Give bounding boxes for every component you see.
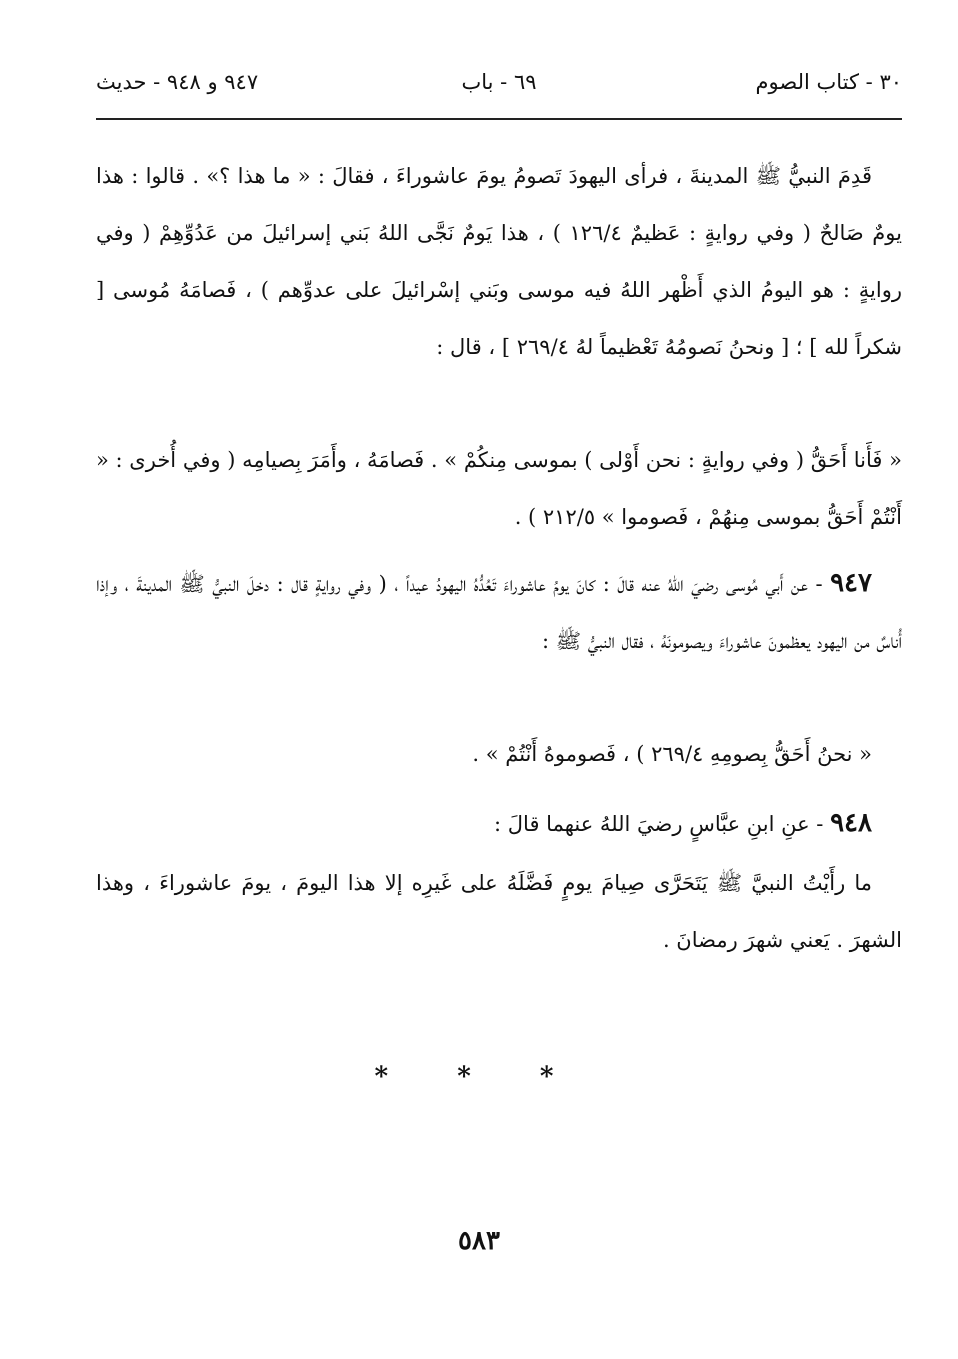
hadith-948-heading bbox=[96, 795, 902, 853]
section-separator: * * * bbox=[374, 1062, 584, 1092]
running-header bbox=[96, 64, 902, 104]
quote-paragraph bbox=[96, 432, 902, 546]
hadith-947-text bbox=[96, 555, 902, 670]
hadith-947 bbox=[96, 555, 902, 670]
hadith-948-intro: - عنِ ابنِ عبَّاسٍ رضيَ اللهُ عنهما قالَ : bbox=[494, 812, 824, 836]
header-section: ٦٩ - باب bbox=[461, 70, 537, 94]
hadith-947-quote bbox=[96, 726, 902, 783]
header-hadith-range: ٩٤٧ و ٩٤٨ - حديث bbox=[96, 70, 259, 94]
header-chapter: ٣٠ - كتاب الصوم bbox=[755, 70, 902, 94]
hadith-948 bbox=[96, 795, 902, 853]
hadith-947-number: ٩٤٧ bbox=[830, 568, 872, 598]
page-number: ٥٨٣ bbox=[458, 1226, 500, 1256]
hadith-947-quote-text: « نحنُ أَحَقُّ بِصومِهِ ٢٦٩/٤ ) ، فَصوموهُ أَنْتُمْ » . bbox=[472, 742, 872, 766]
hadith-948-number: ٩٤٨ bbox=[830, 808, 872, 838]
hadith-948-body: ما رأَيْتُ النبيَّ ﷺ يَتَحَرَّى صِيامَ يومٍ فَضَّلَهُ على غَيرِه إلا هذا اليومَ ، يومَ عاشوراءَ ، وهذا الشهرَ . يَعني شهرَ رمضانَ . bbox=[96, 871, 902, 952]
hadith-948-body-block bbox=[96, 855, 902, 969]
intro-text: قَدِمَ النبيُّ ﷺ المدينةَ ، فرأى اليهودَ تَصومُ يومَ عاشوراءَ ، فقالَ : « ما هذا ؟» . قالوا : هذا يومٌ صَالحٌ ( وفي روايةٍ : عَظيمٌ ١٢٦/٤ ) ، هذا يَومٌ نَجَّى اللهُ بَني إسرائيلَ من عَدُوِّهِمْ ( وفي روايةٍ : هو اليومُ الذي أَظْهر اللهُ فيه موسى وبَني إسْرائيلَ على عدوِّهم ) ، فَصامَهُ مُوسى [ شكراً لله ] ؛ [ ونحنُ نَصومُهُ تَعْظيماً لهُ ٢٦٩/٤ ] ، قال : bbox=[96, 164, 902, 359]
quote-text: « فَأَنا أَحَقُّ ( وفي روايةٍ : نحن أَوْلى ) بموسى مِنكُمْ » . فَصامَهُ ، وأَمَرَ بِصيامِه ( وفي أُخرى : « أَنْتُمْ أَحَقُّ بموسى مِنهُمْ ، فَصوموا » ٢١٢/٥ ) . bbox=[96, 448, 902, 529]
header-divider bbox=[96, 118, 902, 120]
hadith-947-body: - عن أَبي مُوسى رضيَ اللهُ عنه قالَ : كانَ يومُ عاشوراءَ تَعُدُّهُ اليهودُ عيداً ، ( وفي روايةٍ قال : دخلَ النبيُّ ﷺ المدينةَ ، وإذا أُناسٌ من اليهود يعظمونَ عاشوراءَ ويصومونَهُ ، فقال النبيُّ ﷺ : bbox=[96, 572, 902, 653]
intro-paragraph bbox=[96, 148, 902, 376]
